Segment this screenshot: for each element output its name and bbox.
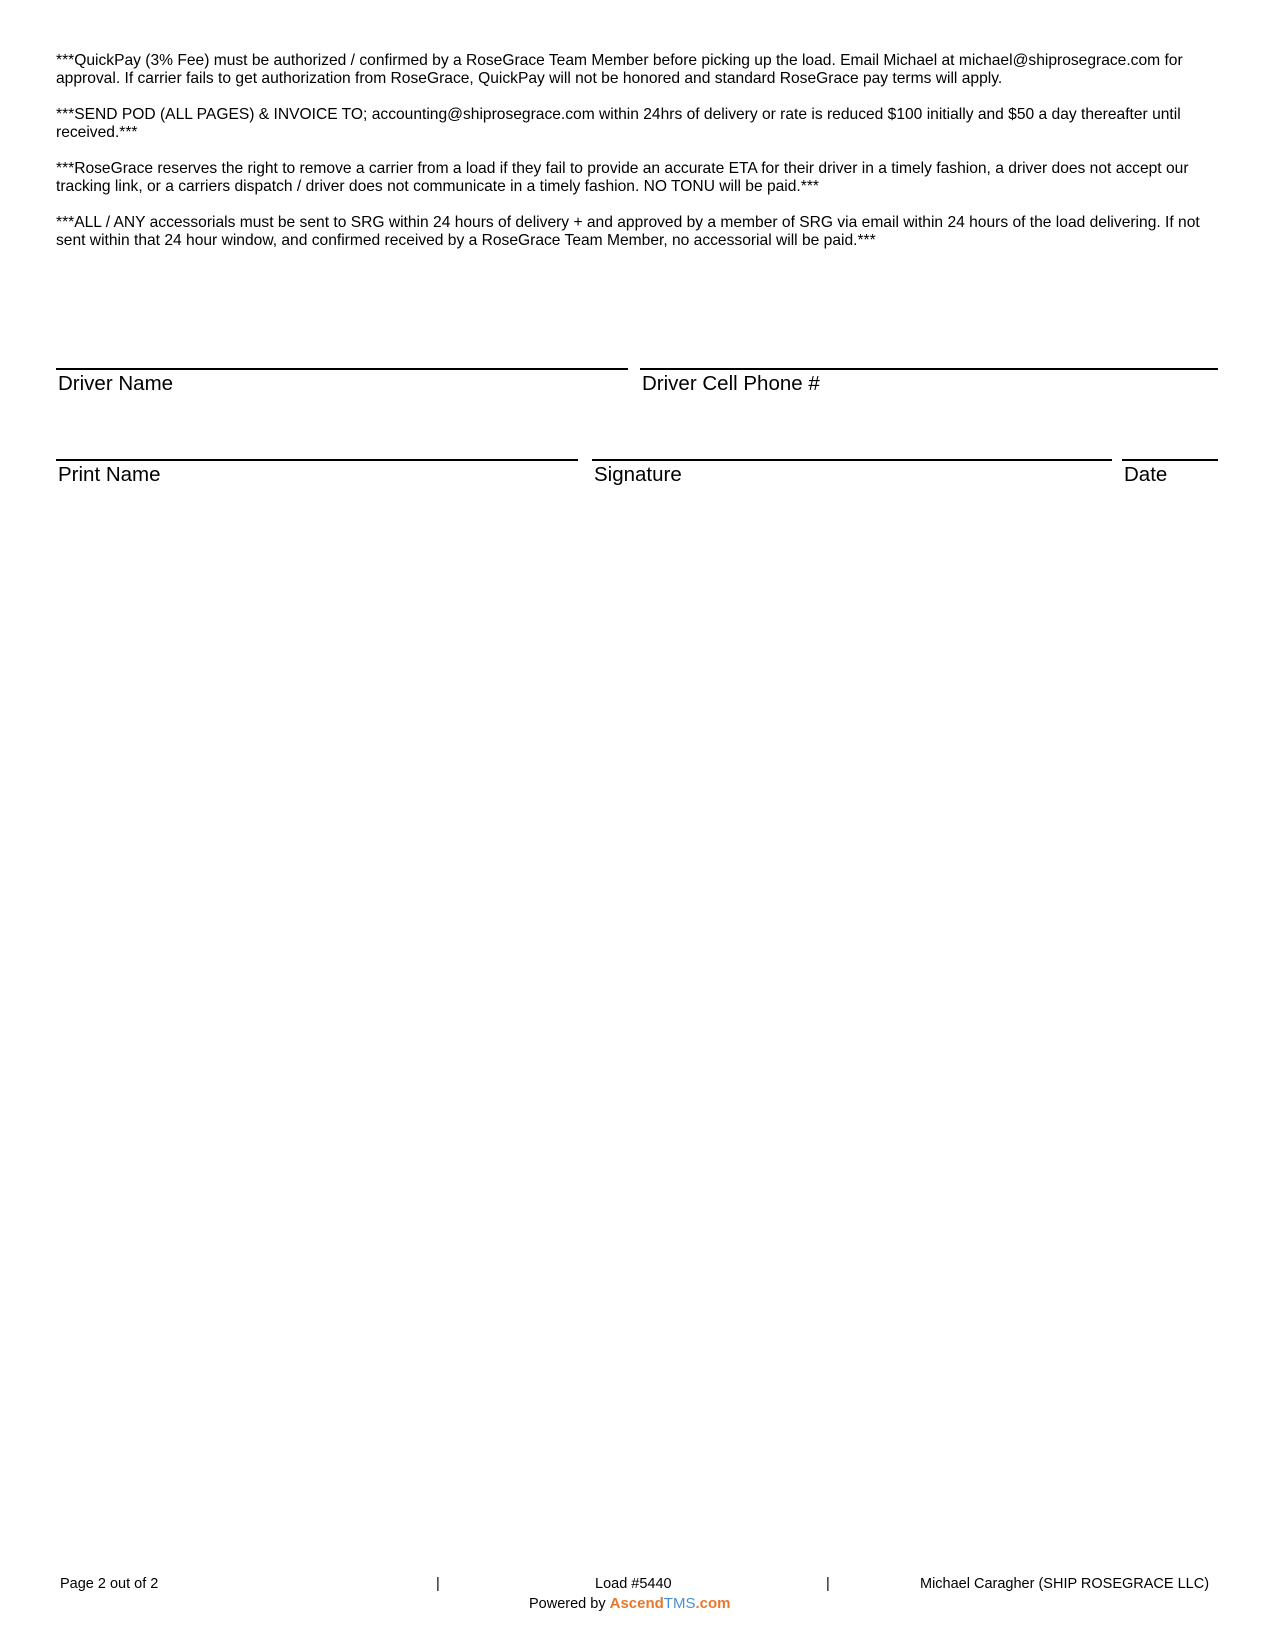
footer-separator-left: | [436,1576,440,1592]
term-carrier-removal: ***RoseGrace reserves the right to remove a carrier from a load if they fail to provide an accurate ETA for their driver in a timely fashion, a driver does not accept our tracking link, or a carriers dispatch / driver does not communicate in a timely fashion. NO TONU will be paid.*** [56,160,1189,195]
signature-line[interactable] [592,459,1112,461]
ascend-tms-logo[interactable] [610,1595,731,1612]
powered-by-label: Powered by [529,1596,606,1612]
footer-powered-by [529,1595,730,1613]
date-label: Date [1124,463,1168,486]
terms-section [56,52,1216,268]
footer-separator-right: | [826,1576,830,1592]
footer-load-number: Load #5440 [595,1576,672,1592]
print-name-label: Print Name [58,463,161,486]
brand-tms: TMS [663,1595,696,1612]
term-send-pod: ***SEND POD (ALL PAGES) & INVOICE TO; accounting@shiprosegrace.com within 24hrs of delivery or rate is reduced $100 initially and $50 a day thereafter until received.*** [56,106,1181,141]
driver-name-line[interactable] [56,368,628,370]
date-line[interactable] [1122,459,1218,461]
brand-com: .com [695,1595,731,1612]
brand-ascend: Ascend [609,1595,664,1612]
term-quickpay: ***QuickPay (3% Fee) must be authorized / confirmed by a RoseGrace Team Member before picking up the load. Email Michael at michael@shiprosegrace.com for approval. If carrier fails to get authorization from RoseGrace, QuickPay will not be honored and standard RoseGrace pay terms will apply. [56,52,1183,87]
signature-label: Signature [594,463,682,486]
footer-company: Michael Caragher (SHIP ROSEGRACE LLC) [920,1576,1210,1592]
driver-phone-label: Driver Cell Phone # [642,372,820,395]
driver-name-label: Driver Name [58,372,174,395]
footer-page-number: Page 2 out of 2 [60,1576,159,1592]
driver-phone-line[interactable] [640,368,1218,370]
term-accessorials: ***ALL / ANY accessorials must be sent to SRG within 24 hours of delivery + and approved by a member of SRG via email within 24 hours of the load delivering. If not sent within that 24 hour window, and confirmed received by a RoseGrace Team Member, no accessorial will be paid.*** [56,214,1200,249]
print-name-line[interactable] [56,459,578,461]
